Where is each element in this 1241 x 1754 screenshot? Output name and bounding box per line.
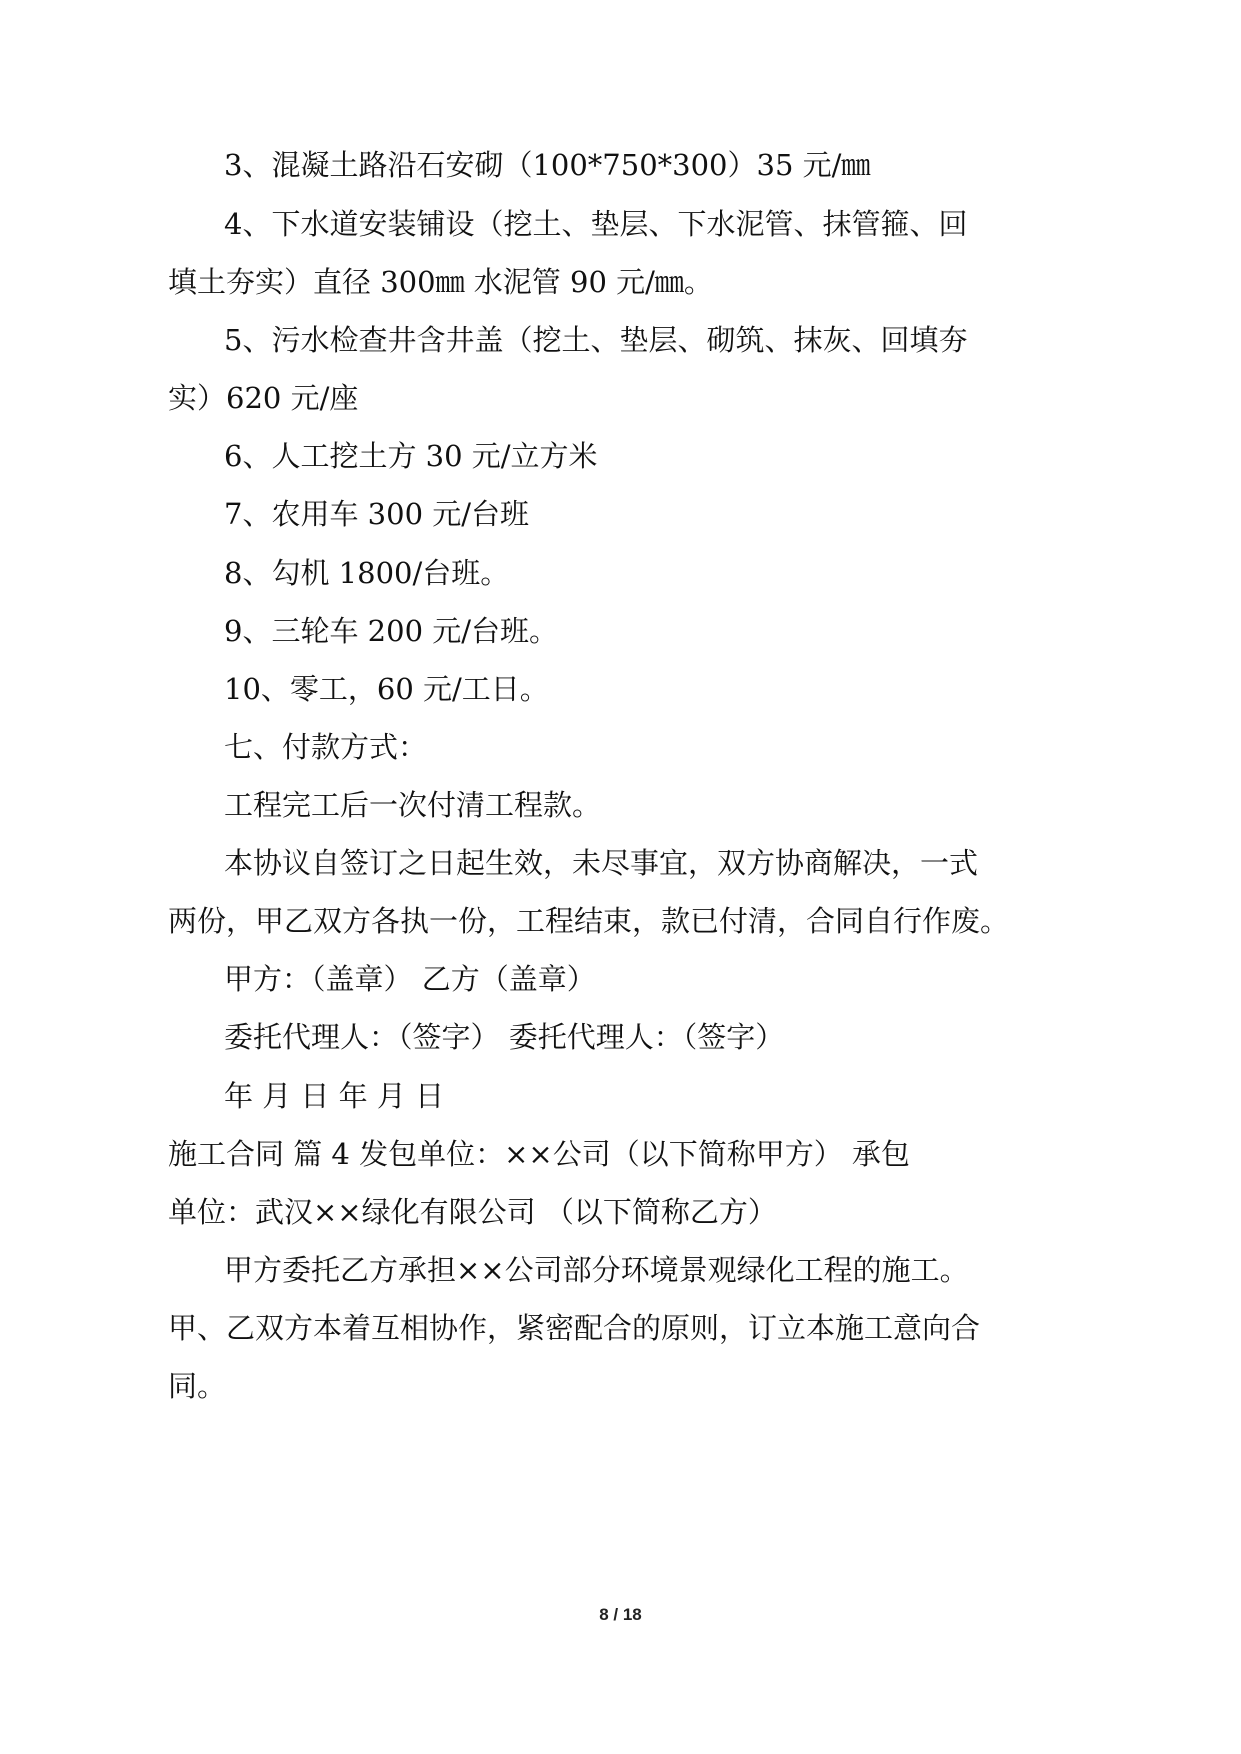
text-line: 施工合同 篇 4 发包单位：××公司（以下简称甲方） 承包 bbox=[168, 1137, 910, 1171]
text-line: 5、污水检查井含井盖（挖土、垫层、砌筑、抹灰、回填夯 bbox=[224, 323, 968, 357]
text-line: 工程完工后一次付清工程款。 bbox=[224, 788, 602, 822]
section-heading: 七、付款方式： bbox=[224, 730, 428, 764]
text-line: 甲、乙双方本着互相协作，紧密配合的原则，订立本施工意向合 bbox=[168, 1311, 981, 1345]
date-line: 年 月 日 年 月 日 bbox=[224, 1079, 445, 1113]
text-line: 实）620 元/座 bbox=[168, 381, 359, 415]
signature-line: 甲方：（盖章） 乙方（盖章） bbox=[224, 962, 596, 996]
text-line: 8、勾机 1800/台班。 bbox=[224, 556, 510, 590]
text-line: 同。 bbox=[168, 1369, 227, 1403]
text-line: 本协议自签订之日起生效，未尽事宜，双方协商解决，一式 bbox=[224, 846, 979, 880]
text-line: 单位：武汉××绿化有限公司 （以下简称乙方） bbox=[168, 1195, 777, 1229]
text-line: 甲方委托乙方承担××公司部分环境景观绿化工程的施工。 bbox=[224, 1253, 969, 1287]
text-line: 7、农用车 300 元/台班 bbox=[224, 497, 530, 531]
text-line: 4、下水道安装铺设（挖土、垫层、下水泥管、抹管箍、回 bbox=[224, 207, 968, 241]
text-line: 两份，甲乙双方各执一份，工程结束，款已付清，合同自行作废。 bbox=[168, 904, 1010, 938]
text-line: 6、人工挖土方 30 元/立方米 bbox=[224, 439, 598, 473]
page-number: 8 / 18 bbox=[599, 1605, 642, 1624]
signature-line: 委托代理人：（签字） 委托代理人：（签字） bbox=[224, 1020, 785, 1054]
text-line: 10、零工，60 元/工日。 bbox=[224, 672, 549, 706]
text-line: 3、混凝土路沿石安砌（100*750*300）35 元/㎜ bbox=[224, 148, 871, 182]
text-line: 9、三轮车 200 元/台班。 bbox=[224, 614, 559, 648]
text-line: 填土夯实）直径 300㎜ 水泥管 90 元/㎜。 bbox=[168, 265, 713, 299]
